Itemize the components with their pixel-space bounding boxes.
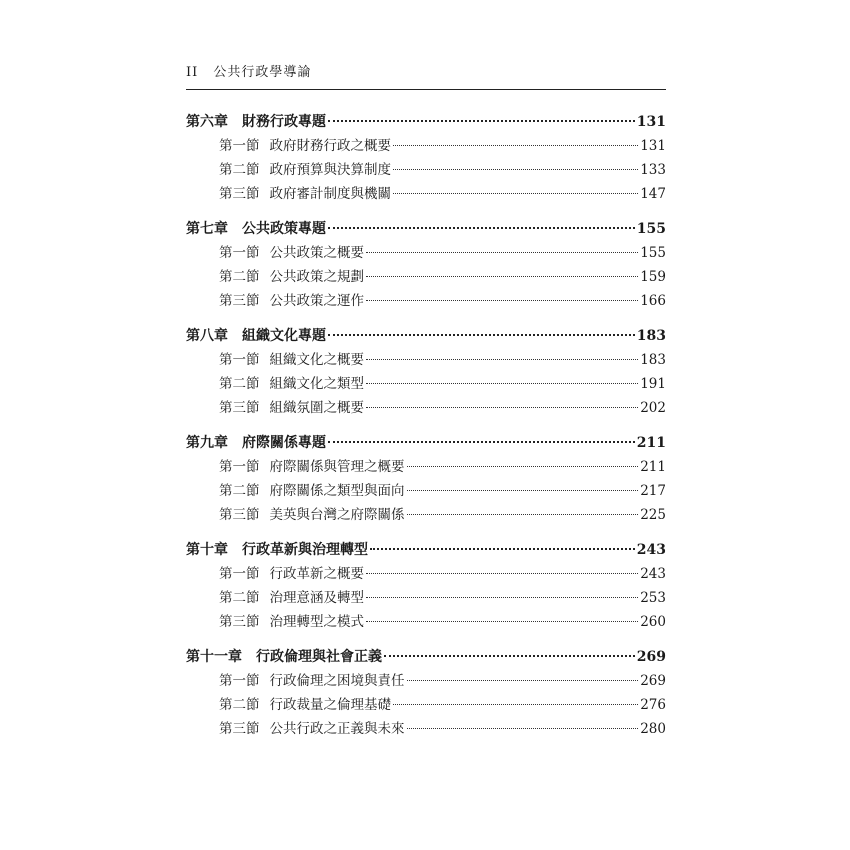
dot-leader [366,383,638,384]
section-number: 第三節 [219,507,260,523]
dot-leader [384,655,635,657]
section-page: 191 [640,376,666,392]
section-title: 公共政策之概要 [269,245,364,261]
section-page: 253 [640,590,666,606]
table-of-contents [186,110,666,752]
toc-chapter [186,324,666,420]
section-number: 第三節 [219,293,260,309]
section-title: 政府財務行政之概要 [269,138,391,154]
chapter-page: 131 [636,114,666,130]
chapter-title: 行政倫理與社會正義 [256,649,382,665]
section-page: 276 [640,697,666,713]
section-page: 131 [640,138,666,154]
section-title: 治理轉型之模式 [269,614,364,630]
section-title: 府際關係與管理之概要 [269,459,405,475]
section-number: 第三節 [219,186,260,202]
header-page-number: II [186,65,199,80]
chapter-title: 行政革新與治理轉型 [242,542,368,558]
dot-leader [366,621,638,622]
section-number: 第二節 [219,697,260,713]
section-page: 147 [640,186,666,202]
toc-section-row [186,693,666,717]
section-page: 225 [640,507,666,523]
section-title: 行政革新之概要 [269,566,364,582]
toc-section-row [186,562,666,586]
section-number: 第一節 [219,459,260,475]
toc-section-row [186,396,666,420]
chapter-title: 組織文化專題 [242,328,326,344]
dot-leader [328,441,635,443]
section-title: 府際關係之類型與面向 [269,483,405,499]
chapter-title: 公共政策專題 [242,221,326,237]
toc-section-row [186,479,666,503]
dot-leader [328,334,635,336]
toc-section-row [186,586,666,610]
toc-chapter-row [186,217,666,241]
toc-chapter-row [186,538,666,562]
dot-leader [366,573,638,574]
running-header [186,64,666,82]
section-number: 第一節 [219,673,260,689]
toc-chapter [186,431,666,527]
section-title: 組織文化之概要 [269,352,364,368]
section-title: 行政倫理之困境與責任 [269,673,405,689]
toc-section-row [186,455,666,479]
dot-leader [393,704,638,705]
section-page: 217 [640,483,666,499]
section-page: 159 [640,269,666,285]
dot-leader [328,227,635,229]
toc-section-row [186,134,666,158]
section-number: 第二節 [219,483,260,499]
dot-leader [366,276,638,277]
section-title: 治理意涵及轉型 [269,590,364,606]
dot-leader [370,548,635,550]
section-page: 166 [640,293,666,309]
chapter-number: 第八章 [186,328,228,344]
section-page: 269 [640,673,666,689]
dot-leader [366,407,638,408]
dot-leader [328,120,635,122]
toc-chapter-row [186,645,666,669]
chapter-title: 府際關係專題 [242,435,326,451]
toc-chapter [186,538,666,634]
chapter-number: 第九章 [186,435,228,451]
section-number: 第三節 [219,721,260,737]
section-page: 202 [640,400,666,416]
toc-chapter [186,217,666,313]
toc-section-row [186,182,666,206]
dot-leader [407,466,639,467]
toc-section-row [186,503,666,527]
section-title: 政府預算與決算制度 [269,162,391,178]
dot-leader [366,300,638,301]
toc-chapter [186,110,666,206]
toc-section-row [186,669,666,693]
header-rule [186,89,666,90]
toc-chapter-row [186,324,666,348]
chapter-number: 第十章 [186,542,228,558]
toc-chapter-row [186,431,666,455]
section-number: 第二節 [219,590,260,606]
toc-section-row [186,241,666,265]
chapter-number: 第六章 [186,114,228,130]
section-number: 第一節 [219,245,260,261]
toc-chapter [186,645,666,741]
section-title: 公共行政之正義與未來 [269,721,405,737]
section-number: 第三節 [219,400,260,416]
dot-leader [393,193,638,194]
chapter-page: 183 [636,328,666,344]
section-number: 第一節 [219,352,260,368]
section-page: 211 [640,459,666,475]
section-title: 行政裁量之倫理基礎 [269,697,391,713]
section-number: 第一節 [219,138,260,154]
dot-leader [407,728,639,729]
section-number: 第二節 [219,376,260,392]
section-page: 243 [640,566,666,582]
section-page: 280 [640,721,666,737]
section-page: 133 [640,162,666,178]
toc-section-row [186,265,666,289]
toc-section-row [186,289,666,313]
dot-leader [407,490,639,491]
toc-chapter-row [186,110,666,134]
chapter-page: 211 [636,435,666,451]
header-book-title: 公共行政學導論 [213,65,312,80]
section-page: 155 [640,245,666,261]
section-page: 260 [640,614,666,630]
section-title: 公共政策之規劃 [269,269,364,285]
dot-leader [407,514,639,515]
section-title: 美英與台灣之府際關係 [269,507,405,523]
toc-section-row [186,717,666,741]
section-title: 公共政策之運作 [269,293,364,309]
dot-leader [393,145,638,146]
dot-leader [366,359,638,360]
section-number: 第二節 [219,162,260,178]
dot-leader [366,597,638,598]
section-title: 政府審計制度與機關 [269,186,391,202]
dot-leader [366,252,638,253]
chapter-page: 269 [636,649,666,665]
section-number: 第二節 [219,269,260,285]
chapter-page: 243 [636,542,666,558]
chapter-title: 財務行政專題 [242,114,326,130]
section-title: 組織氛圍之概要 [269,400,364,416]
toc-section-row [186,610,666,634]
chapter-number: 第十一章 [186,649,242,665]
toc-section-row [186,372,666,396]
chapter-number: 第七章 [186,221,228,237]
toc-section-row [186,158,666,182]
section-title: 組織文化之類型 [269,376,364,392]
section-page: 183 [640,352,666,368]
dot-leader [393,169,638,170]
section-number: 第一節 [219,566,260,582]
chapter-page: 155 [636,221,666,237]
toc-section-row [186,348,666,372]
section-number: 第三節 [219,614,260,630]
dot-leader [407,680,639,681]
